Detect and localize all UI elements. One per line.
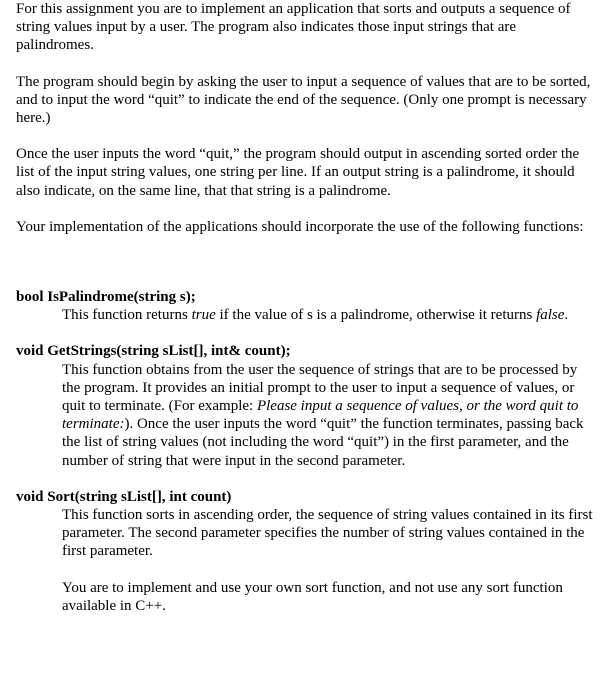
desc-italic-false: false xyxy=(536,307,565,324)
function-signature-sort: void Sort(string sList[], int count) xyxy=(16,488,232,505)
desc-text: This function obtains from the user the sequence of strings that are to be processed by the program. It provides an initial prompt to the user to input a sequence of values, or quit to terminate. (For example: xyxy=(62,361,578,415)
intro-paragraph-1: For this assignment you are to implement an application that sorts and outputs a sequence of string values input by a user. The program also indicates those input strings that are palindromes. xyxy=(16,1,571,54)
desc-text: . xyxy=(564,307,569,324)
intro-paragraph-3: Once the user inputs the word “quit,” the program should output in ascending sorted order the list of the input string values, one string per line. If an output string is a palindrome, it should also indicate, on the same line, that that string is a palindrome. xyxy=(16,146,580,199)
function-signature-get-strings: void GetStrings(string sList[], int& count); xyxy=(16,343,291,360)
desc-italic-example: Please input a sequence of values, or the word quit to terminate: xyxy=(62,398,579,433)
function-is-palindrome xyxy=(16,288,594,324)
function-signature-is-palindrome: bool IsPalindrome(string s); xyxy=(16,289,196,306)
document-body xyxy=(16,0,594,633)
function-get-strings xyxy=(16,342,594,469)
desc-italic-true: true xyxy=(191,307,216,324)
intro-paragraph-2: The program should begin by asking the user to input a sequence of values that are to be sorted, and to input the word “quit” to indicate the end of the sequence. (Only one prompt is necessary here.) xyxy=(16,73,591,127)
function-description-sort: This function sorts in ascending order, the sequence of string values contained in its first parameter. The second parameter specifies the number of string values contained in the first parameter. xyxy=(62,507,593,560)
intro-paragraph-4: Your implementation of the applications should incorporate the use of the following functions: xyxy=(16,218,584,235)
desc-text: if the value of s is a palindrome, otherwise it returns xyxy=(215,307,537,324)
function-description-get-strings xyxy=(62,361,594,470)
function-sort xyxy=(16,488,594,615)
function-description-is-palindrome xyxy=(62,306,594,324)
desc-text: This function returns xyxy=(62,307,192,324)
sort-implementation-note: You are to implement and use your own sort function, and not use any sort function available in C++. xyxy=(62,579,563,614)
desc-text: ). Once the user inputs the word “quit” the function terminates, passing back the list of string values (not including the word “quit”) in the first parameter, and the number of string that were input in the second parameter. xyxy=(62,416,584,469)
